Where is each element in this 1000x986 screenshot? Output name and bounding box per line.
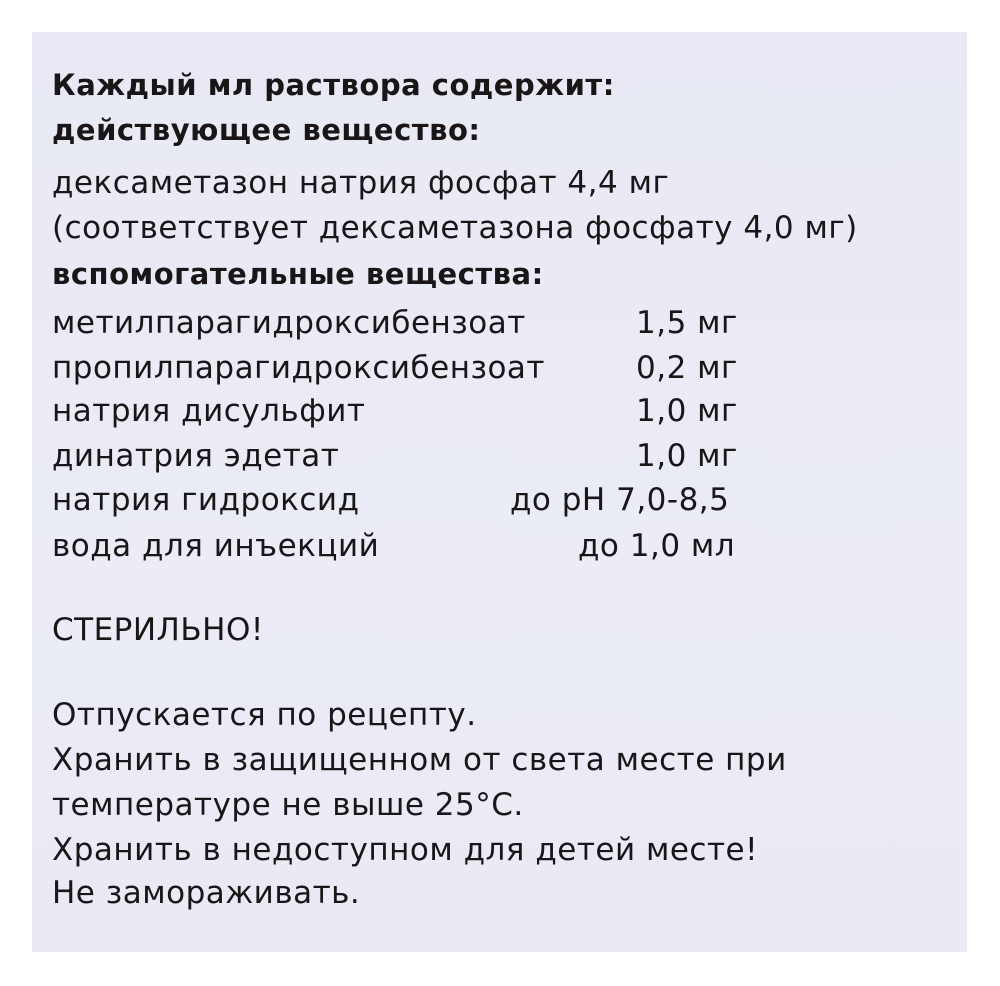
excipient-name: динатрия эдетат <box>52 438 340 474</box>
storage-note: температуре не выше 25°С. <box>52 787 524 823</box>
storage-note: Не замораживать. <box>52 875 361 911</box>
excipient-name: натрия дисульфит <box>52 393 366 429</box>
active-heading: действующее вещество: <box>52 113 481 147</box>
active-line: (соответствует дексаметазона фосфату 4,0 мг) <box>52 210 858 246</box>
excipient-amount: 1,0 мг <box>636 393 738 429</box>
storage-note: Хранить в недоступном для детей месте! <box>52 832 759 868</box>
storage-note: Хранить в защищенном от света месте при <box>52 742 787 778</box>
excipient-name: вода для инъекций <box>52 528 380 564</box>
composition-header: Каждый мл раствора содержит: <box>52 68 615 102</box>
excipient-name: пропилпарагидроксибензоат <box>52 350 545 386</box>
excipient-amount: до 1,0 мл <box>578 528 736 564</box>
excipient-amount: 1,0 мг <box>636 438 738 474</box>
excipient-amount: 0,2 мг <box>636 350 738 386</box>
active-line: дексаметазон натрия фосфат 4,4 мг <box>52 165 670 201</box>
excipients-heading: вспомогательные вещества: <box>52 257 544 291</box>
excipient-amount: до рН 7,0-8,5 <box>510 482 730 518</box>
excipient-name: метилпарагидроксибензоат <box>52 305 526 341</box>
sterile-label: СТЕРИЛЬНО! <box>52 612 264 648</box>
excipient-name: натрия гидроксид <box>52 482 360 518</box>
storage-note: Отпускается по рецепту. <box>52 697 477 733</box>
excipient-amount: 1,5 мг <box>636 305 738 341</box>
